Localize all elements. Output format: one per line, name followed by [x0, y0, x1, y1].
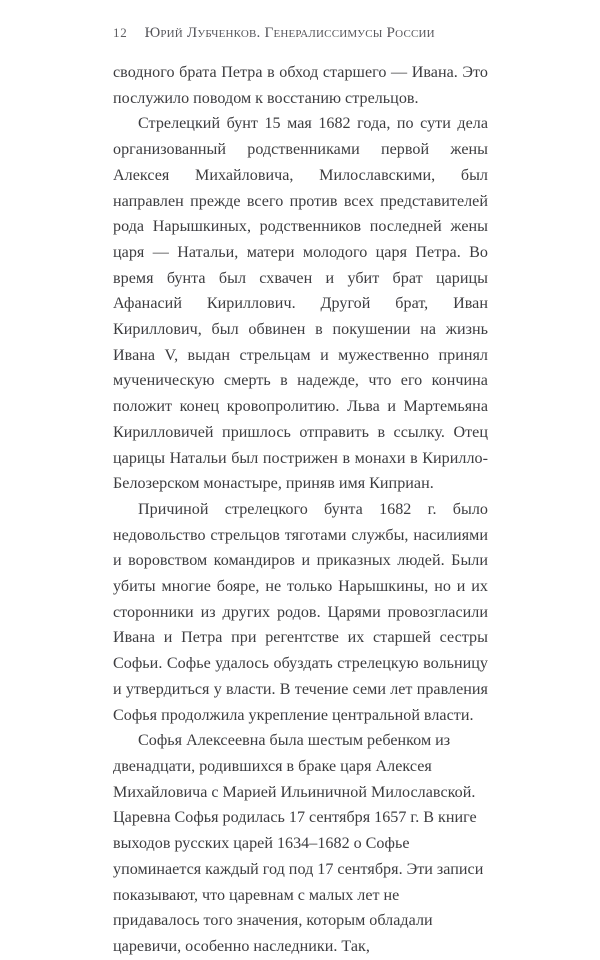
paragraph: сводного брата Петра в обход старшего — Ивана. Это послужило поводом к восстанию стрельцов. [113, 64, 488, 107]
body-text-block [113, 60, 488, 960]
running-head-title: Юрий Лубченков. Генералиссимусы России [144, 24, 435, 41]
paragraph: Софья Алексеевна была шестым ребенком из двенадцати, родившихся в браке царя Алексея Михайловича с Марией Ильиничной Милославской. Царевна Софья родилась 17 сентября 1657 г. В книге выходов русских царей 1634–1682 о Софье упоминается каждый год под 17 сентября. Эти записи показывают, что царевнам с малых лет не придавалось того значения, которым обладали царевичи, особенно наследники. Так, [113, 732, 484, 955]
running-head [113, 24, 489, 42]
paragraph: Причиной стрелецкого бунта 1682 г. было недовольство стрельцов тяготами службы, насилиями и воровством командиров и приказных людей. Были убиты многие бояре, не только Нарышкины, но и их сторонники из других родов. Царями провозгласили Ивана и Петра при регентстве их старшей сестры Софьи. Софье удалось обуздать стрелецкую вольницу и утвердиться у власти. В течение семи лет правления Софья продолжила укрепление центральной власти. [113, 500, 488, 724]
page-number: 12 [113, 25, 128, 40]
paragraph: Стрелецкий бунт 15 мая 1682 года, по сути дела организованный родственниками первой жены Алексея Михайловича, Милославскими, был направлен прежде всего против всех представителей рода Нарышкиных, родственников последней жены царя — Натальи, матери молодого царя Петра. Во время бунта был схвачен и убит брат царицы Афанасий Кириллович. Другой брат, Иван Кириллович, был обвинен в покушении на жизнь Ивана V, выдан стрельцам и мужественно принял мученическую смерть в надежде, что его кончина положит конец кровопролитию. Льва и Мартемьяна Кирилловичей пришлось отправить в ссылку. Отец царицы Натальи был пострижен в монахи в Кирилло-Белозерском монастыре, приняв имя Киприан. [113, 115, 488, 493]
